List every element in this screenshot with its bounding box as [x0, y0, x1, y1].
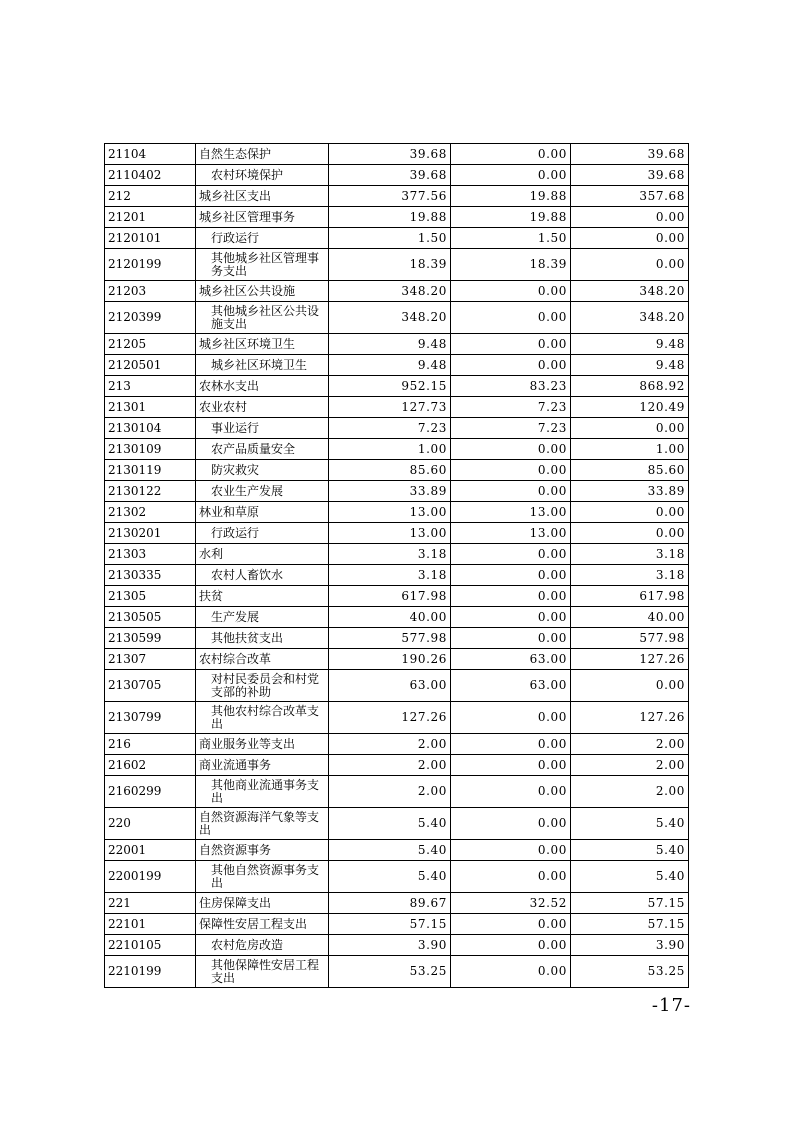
table-row — [105, 702, 689, 734]
project-cell: 120.49 — [571, 397, 689, 418]
table-row — [105, 302, 689, 334]
code-cell: 21307 — [105, 649, 196, 670]
code-cell: 21303 — [105, 544, 196, 565]
basic-cell: 0.00 — [451, 755, 571, 776]
total-cell: 39.68 — [329, 144, 451, 165]
total-cell: 18.39 — [329, 249, 451, 281]
table-row — [105, 502, 689, 523]
total-cell: 377.56 — [329, 186, 451, 207]
basic-cell: 18.39 — [451, 249, 571, 281]
code-cell: 21203 — [105, 281, 196, 302]
name-cell: 城乡社区环境卫生 — [196, 334, 329, 355]
name-cell: 其他扶贫支出 — [196, 628, 329, 649]
code-cell: 2160299 — [105, 776, 196, 808]
code-cell: 2120199 — [105, 249, 196, 281]
code-cell: 2210199 — [105, 956, 196, 988]
total-cell: 577.98 — [329, 628, 451, 649]
table-row — [105, 861, 689, 893]
basic-cell: 0.00 — [451, 165, 571, 186]
project-cell: 0.00 — [571, 418, 689, 439]
code-cell: 21602 — [105, 755, 196, 776]
project-cell: 5.40 — [571, 861, 689, 893]
name-cell: 保障性安居工程支出 — [196, 914, 329, 935]
name-cell: 自然生态保护 — [196, 144, 329, 165]
name-cell: 水利 — [196, 544, 329, 565]
table-row — [105, 670, 689, 702]
name-cell: 农业生产发展 — [196, 481, 329, 502]
name-cell: 农村环境保护 — [196, 165, 329, 186]
code-cell: 21302 — [105, 502, 196, 523]
project-cell: 57.15 — [571, 914, 689, 935]
project-cell: 5.40 — [571, 840, 689, 861]
project-cell: 0.00 — [571, 523, 689, 544]
basic-cell: 0.00 — [451, 302, 571, 334]
total-cell: 5.40 — [329, 840, 451, 861]
basic-cell: 0.00 — [451, 439, 571, 460]
name-cell: 城乡社区环境卫生 — [196, 355, 329, 376]
basic-cell: 0.00 — [451, 776, 571, 808]
total-cell: 33.89 — [329, 481, 451, 502]
name-cell: 农林水支出 — [196, 376, 329, 397]
code-cell: 2130122 — [105, 481, 196, 502]
name-cell: 其他城乡社区公共设施支出 — [196, 302, 329, 334]
basic-cell: 0.00 — [451, 956, 571, 988]
code-cell: 2200199 — [105, 861, 196, 893]
code-cell: 2120501 — [105, 355, 196, 376]
project-cell: 9.48 — [571, 355, 689, 376]
name-cell: 城乡社区支出 — [196, 186, 329, 207]
project-cell: 3.90 — [571, 935, 689, 956]
project-cell: 3.18 — [571, 565, 689, 586]
code-cell: 2130335 — [105, 565, 196, 586]
table-row — [105, 281, 689, 302]
total-cell: 57.15 — [329, 914, 451, 935]
total-cell: 3.18 — [329, 565, 451, 586]
project-cell: 2.00 — [571, 776, 689, 808]
total-cell: 53.25 — [329, 956, 451, 988]
code-cell: 21301 — [105, 397, 196, 418]
code-cell: 212 — [105, 186, 196, 207]
name-cell: 商业服务业等支出 — [196, 734, 329, 755]
table-row — [105, 165, 689, 186]
table-row — [105, 628, 689, 649]
project-cell: 348.20 — [571, 281, 689, 302]
code-cell: 22101 — [105, 914, 196, 935]
basic-cell: 0.00 — [451, 914, 571, 935]
code-cell: 2110402 — [105, 165, 196, 186]
name-cell: 其他保障性安居工程支出 — [196, 956, 329, 988]
basic-cell: 32.52 — [451, 893, 571, 914]
total-cell: 39.68 — [329, 165, 451, 186]
project-cell: 0.00 — [571, 502, 689, 523]
code-cell: 2130705 — [105, 670, 196, 702]
basic-cell: 0.00 — [451, 702, 571, 734]
project-cell: 3.18 — [571, 544, 689, 565]
table-row — [105, 334, 689, 355]
total-cell: 127.73 — [329, 397, 451, 418]
basic-cell: 63.00 — [451, 670, 571, 702]
project-cell: 85.60 — [571, 460, 689, 481]
code-cell: 2130505 — [105, 607, 196, 628]
table-row — [105, 355, 689, 376]
basic-cell: 0.00 — [451, 628, 571, 649]
code-cell: 21305 — [105, 586, 196, 607]
project-cell: 127.26 — [571, 702, 689, 734]
name-cell: 扶贫 — [196, 586, 329, 607]
name-cell: 农业农村 — [196, 397, 329, 418]
basic-cell: 0.00 — [451, 544, 571, 565]
code-cell: 2130109 — [105, 439, 196, 460]
name-cell: 农产品质量安全 — [196, 439, 329, 460]
budget-table — [104, 143, 689, 988]
name-cell: 其他商业流通事务支出 — [196, 776, 329, 808]
project-cell: 53.25 — [571, 956, 689, 988]
basic-cell: 0.00 — [451, 481, 571, 502]
table-row — [105, 460, 689, 481]
total-cell: 5.40 — [329, 808, 451, 840]
page-number: -17- — [651, 995, 691, 1016]
table-row — [105, 734, 689, 755]
project-cell: 868.92 — [571, 376, 689, 397]
basic-cell: 0.00 — [451, 840, 571, 861]
total-cell: 1.50 — [329, 228, 451, 249]
basic-cell: 0.00 — [451, 586, 571, 607]
code-cell: 220 — [105, 808, 196, 840]
name-cell: 其他自然资源事务支出 — [196, 861, 329, 893]
total-cell: 89.67 — [329, 893, 451, 914]
table-row — [105, 186, 689, 207]
code-cell: 21104 — [105, 144, 196, 165]
project-cell: 5.40 — [571, 808, 689, 840]
project-cell: 2.00 — [571, 734, 689, 755]
table-row — [105, 439, 689, 460]
name-cell: 商业流通事务 — [196, 755, 329, 776]
table-row — [105, 144, 689, 165]
name-cell: 城乡社区管理事务 — [196, 207, 329, 228]
total-cell: 5.40 — [329, 861, 451, 893]
code-cell: 21201 — [105, 207, 196, 228]
code-cell: 216 — [105, 734, 196, 755]
basic-cell: 0.00 — [451, 334, 571, 355]
table-row — [105, 840, 689, 861]
project-cell: 0.00 — [571, 228, 689, 249]
total-cell: 40.00 — [329, 607, 451, 628]
total-cell: 9.48 — [329, 355, 451, 376]
project-cell: 1.00 — [571, 439, 689, 460]
total-cell: 9.48 — [329, 334, 451, 355]
project-cell: 0.00 — [571, 207, 689, 228]
name-cell: 行政运行 — [196, 523, 329, 544]
project-cell: 40.00 — [571, 607, 689, 628]
basic-cell: 1.50 — [451, 228, 571, 249]
table-row — [105, 418, 689, 439]
name-cell: 农村人畜饮水 — [196, 565, 329, 586]
project-cell: 57.15 — [571, 893, 689, 914]
name-cell: 其他城乡社区管理事务支出 — [196, 249, 329, 281]
total-cell: 190.26 — [329, 649, 451, 670]
code-cell: 2130201 — [105, 523, 196, 544]
basic-cell: 0.00 — [451, 861, 571, 893]
table-row — [105, 914, 689, 935]
table-row — [105, 228, 689, 249]
name-cell: 对村民委员会和村党支部的补助 — [196, 670, 329, 702]
code-cell: 2130119 — [105, 460, 196, 481]
total-cell: 3.18 — [329, 544, 451, 565]
total-cell: 1.00 — [329, 439, 451, 460]
table-row — [105, 249, 689, 281]
project-cell: 348.20 — [571, 302, 689, 334]
basic-cell: 83.23 — [451, 376, 571, 397]
table-row — [105, 808, 689, 840]
table-row — [105, 776, 689, 808]
table-row — [105, 586, 689, 607]
table-row — [105, 956, 689, 988]
project-cell: 0.00 — [571, 670, 689, 702]
table-row — [105, 649, 689, 670]
total-cell: 348.20 — [329, 281, 451, 302]
basic-cell: 0.00 — [451, 808, 571, 840]
code-cell: 2210105 — [105, 935, 196, 956]
table-row — [105, 935, 689, 956]
total-cell: 2.00 — [329, 776, 451, 808]
table-row — [105, 565, 689, 586]
table-row — [105, 544, 689, 565]
project-cell: 0.00 — [571, 249, 689, 281]
total-cell: 19.88 — [329, 207, 451, 228]
code-cell: 2130799 — [105, 702, 196, 734]
basic-cell: 7.23 — [451, 397, 571, 418]
basic-cell: 0.00 — [451, 355, 571, 376]
basic-cell: 0.00 — [451, 565, 571, 586]
code-cell: 22001 — [105, 840, 196, 861]
name-cell: 农村危房改造 — [196, 935, 329, 956]
name-cell: 农村综合改革 — [196, 649, 329, 670]
project-cell: 39.68 — [571, 165, 689, 186]
project-cell: 9.48 — [571, 334, 689, 355]
project-cell: 2.00 — [571, 755, 689, 776]
basic-cell: 0.00 — [451, 144, 571, 165]
table-row — [105, 397, 689, 418]
code-cell: 2120101 — [105, 228, 196, 249]
name-cell: 事业运行 — [196, 418, 329, 439]
basic-cell: 13.00 — [451, 502, 571, 523]
name-cell: 行政运行 — [196, 228, 329, 249]
table-row — [105, 607, 689, 628]
basic-cell: 0.00 — [451, 607, 571, 628]
basic-cell: 0.00 — [451, 734, 571, 755]
total-cell: 348.20 — [329, 302, 451, 334]
total-cell: 13.00 — [329, 523, 451, 544]
table-row — [105, 755, 689, 776]
name-cell: 城乡社区公共设施 — [196, 281, 329, 302]
basic-cell: 19.88 — [451, 207, 571, 228]
total-cell: 85.60 — [329, 460, 451, 481]
name-cell: 其他农村综合改革支出 — [196, 702, 329, 734]
name-cell: 防灾救灾 — [196, 460, 329, 481]
total-cell: 3.90 — [329, 935, 451, 956]
table-row — [105, 207, 689, 228]
basic-cell: 0.00 — [451, 460, 571, 481]
project-cell: 617.98 — [571, 586, 689, 607]
total-cell: 127.26 — [329, 702, 451, 734]
project-cell: 33.89 — [571, 481, 689, 502]
table-row — [105, 376, 689, 397]
table-row — [105, 893, 689, 914]
code-cell: 21205 — [105, 334, 196, 355]
project-cell: 577.98 — [571, 628, 689, 649]
code-cell: 2130599 — [105, 628, 196, 649]
project-cell: 357.68 — [571, 186, 689, 207]
basic-cell: 0.00 — [451, 281, 571, 302]
name-cell: 自然资源海洋气象等支出 — [196, 808, 329, 840]
code-cell: 221 — [105, 893, 196, 914]
basic-cell: 13.00 — [451, 523, 571, 544]
name-cell: 自然资源事务 — [196, 840, 329, 861]
name-cell: 林业和草原 — [196, 502, 329, 523]
table-body — [105, 144, 689, 988]
project-cell: 39.68 — [571, 144, 689, 165]
basic-cell: 7.23 — [451, 418, 571, 439]
basic-cell: 0.00 — [451, 935, 571, 956]
total-cell: 7.23 — [329, 418, 451, 439]
name-cell: 住房保障支出 — [196, 893, 329, 914]
total-cell: 63.00 — [329, 670, 451, 702]
project-cell: 127.26 — [571, 649, 689, 670]
total-cell: 617.98 — [329, 586, 451, 607]
basic-cell: 63.00 — [451, 649, 571, 670]
name-cell: 生产发展 — [196, 607, 329, 628]
total-cell: 2.00 — [329, 734, 451, 755]
total-cell: 952.15 — [329, 376, 451, 397]
code-cell: 2120399 — [105, 302, 196, 334]
table-row — [105, 523, 689, 544]
code-cell: 213 — [105, 376, 196, 397]
total-cell: 2.00 — [329, 755, 451, 776]
total-cell: 13.00 — [329, 502, 451, 523]
code-cell: 2130104 — [105, 418, 196, 439]
basic-cell: 19.88 — [451, 186, 571, 207]
table-row — [105, 481, 689, 502]
